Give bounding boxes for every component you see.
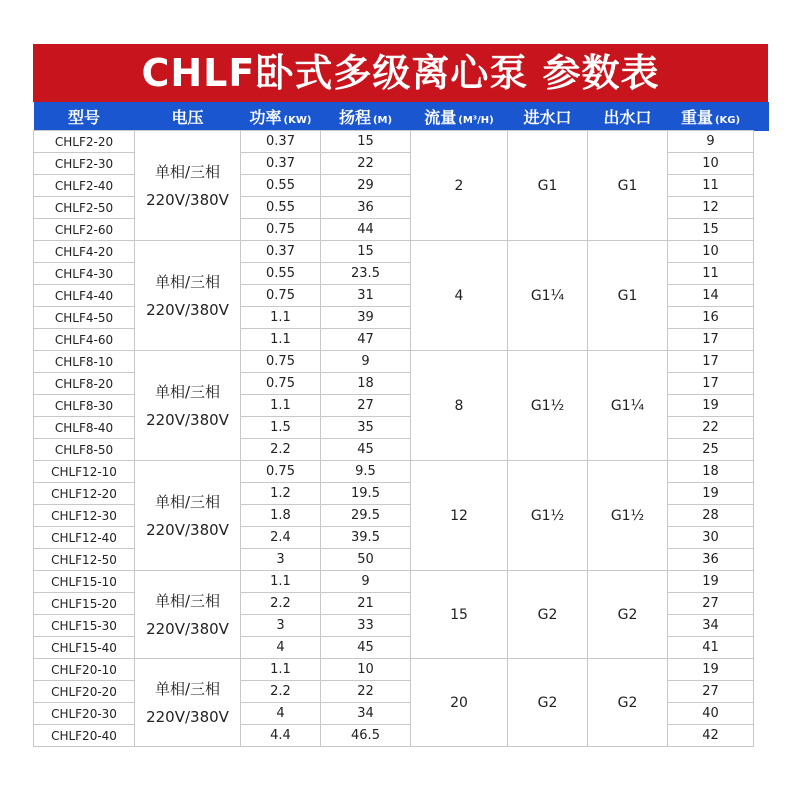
power-cell: 1.1 — [241, 571, 321, 593]
head-cell: 9.5 — [321, 461, 411, 483]
weight-cell: 22 — [668, 417, 754, 439]
power-cell: 1.1 — [241, 659, 321, 681]
power-cell: 4 — [241, 703, 321, 725]
weight-cell: 18 — [668, 461, 754, 483]
head-cell: 31 — [321, 285, 411, 307]
row-spacer — [754, 681, 769, 703]
row-spacer — [754, 461, 769, 483]
header-row — [34, 102, 769, 131]
weight-cell: 9 — [668, 131, 754, 153]
power-cell: 4 — [241, 637, 321, 659]
weight-cell: 19 — [668, 571, 754, 593]
table-row — [34, 241, 769, 263]
inlet-cell: G2 — [508, 659, 588, 747]
row-spacer — [754, 285, 769, 307]
flow-cell: 20 — [411, 659, 508, 747]
voltage-value-label: 220V/380V — [146, 190, 229, 209]
outlet-cell: G1¼ — [588, 351, 668, 461]
weight-cell: 11 — [668, 175, 754, 197]
row-spacer — [754, 439, 769, 461]
head-cell: 27 — [321, 395, 411, 417]
weight-cell: 34 — [668, 615, 754, 637]
row-spacer — [754, 637, 769, 659]
power-cell: 0.55 — [241, 175, 321, 197]
head-cell: 29.5 — [321, 505, 411, 527]
model-cell: CHLF8-10 — [34, 351, 135, 373]
flow-cell: 15 — [411, 571, 508, 659]
header-weight: 重量 (KG) — [668, 102, 754, 131]
table-row — [34, 461, 769, 483]
voltage-cell — [135, 241, 241, 351]
weight-cell: 17 — [668, 351, 754, 373]
inlet-cell: G1 — [508, 131, 588, 241]
row-spacer — [754, 483, 769, 505]
header-outlet: 出水口 — [588, 102, 668, 131]
model-cell: CHLF12-10 — [34, 461, 135, 483]
weight-cell: 11 — [668, 263, 754, 285]
model-cell: CHLF4-40 — [34, 285, 135, 307]
power-cell: 0.75 — [241, 219, 321, 241]
model-cell: CHLF8-30 — [34, 395, 135, 417]
table-row — [34, 659, 769, 681]
head-cell: 39.5 — [321, 527, 411, 549]
weight-cell: 10 — [668, 153, 754, 175]
model-cell: CHLF12-40 — [34, 527, 135, 549]
power-cell: 3 — [241, 615, 321, 637]
power-cell: 0.55 — [241, 263, 321, 285]
weight-cell: 19 — [668, 395, 754, 417]
row-spacer — [754, 395, 769, 417]
voltage-cell — [135, 351, 241, 461]
row-spacer — [754, 659, 769, 681]
row-spacer — [754, 703, 769, 725]
head-cell: 36 — [321, 197, 411, 219]
power-cell: 0.75 — [241, 461, 321, 483]
weight-cell: 12 — [668, 197, 754, 219]
model-cell: CHLF20-20 — [34, 681, 135, 703]
power-cell: 0.37 — [241, 153, 321, 175]
model-cell: CHLF8-50 — [34, 439, 135, 461]
flow-cell: 12 — [411, 461, 508, 571]
model-cell: CHLF8-40 — [34, 417, 135, 439]
voltage-phase-label: 单相/三相 — [154, 492, 221, 511]
header-flow: 流量 (M³/H) — [411, 102, 508, 131]
power-cell: 0.37 — [241, 241, 321, 263]
power-cell: 2.2 — [241, 439, 321, 461]
weight-cell: 36 — [668, 549, 754, 571]
head-cell: 47 — [321, 329, 411, 351]
weight-cell: 41 — [668, 637, 754, 659]
outlet-cell: G1 — [588, 131, 668, 241]
model-cell: CHLF2-40 — [34, 175, 135, 197]
row-spacer — [754, 549, 769, 571]
power-cell: 0.55 — [241, 197, 321, 219]
table-body — [34, 131, 769, 747]
header-model: 型号 — [34, 102, 135, 131]
flow-cell: 8 — [411, 351, 508, 461]
model-cell: CHLF12-30 — [34, 505, 135, 527]
weight-cell: 25 — [668, 439, 754, 461]
weight-cell: 28 — [668, 505, 754, 527]
model-cell: CHLF12-20 — [34, 483, 135, 505]
inlet-cell: G2 — [508, 571, 588, 659]
head-cell: 45 — [321, 637, 411, 659]
model-cell: CHLF12-50 — [34, 549, 135, 571]
voltage-cell — [135, 131, 241, 241]
model-cell: CHLF4-20 — [34, 241, 135, 263]
outlet-cell: G1 — [588, 241, 668, 351]
voltage-cell — [135, 571, 241, 659]
voltage-phase-label: 单相/三相 — [154, 162, 221, 181]
head-cell: 33 — [321, 615, 411, 637]
voltage-value-label: 220V/380V — [146, 300, 229, 319]
header-inlet: 进水口 — [508, 102, 588, 131]
weight-cell: 10 — [668, 241, 754, 263]
power-cell: 1.1 — [241, 307, 321, 329]
row-spacer — [754, 175, 769, 197]
voltage-phase-label: 单相/三相 — [154, 272, 221, 291]
power-cell: 2.2 — [241, 593, 321, 615]
inlet-cell: G1½ — [508, 351, 588, 461]
row-spacer — [754, 131, 769, 153]
head-cell: 21 — [321, 593, 411, 615]
weight-cell: 40 — [668, 703, 754, 725]
row-spacer — [754, 615, 769, 637]
flow-cell: 2 — [411, 131, 508, 241]
power-cell: 0.75 — [241, 351, 321, 373]
model-cell: CHLF4-30 — [34, 263, 135, 285]
row-spacer — [754, 417, 769, 439]
row-spacer — [754, 527, 769, 549]
model-cell: CHLF2-60 — [34, 219, 135, 241]
flow-cell: 4 — [411, 241, 508, 351]
model-cell: CHLF15-20 — [34, 593, 135, 615]
header-spacer — [754, 102, 769, 131]
power-cell: 2.2 — [241, 681, 321, 703]
pump-spec-table — [33, 102, 769, 747]
power-cell: 2.4 — [241, 527, 321, 549]
table-row — [34, 351, 769, 373]
inlet-cell: G1½ — [508, 461, 588, 571]
head-cell: 45 — [321, 439, 411, 461]
model-cell: CHLF2-20 — [34, 131, 135, 153]
head-cell: 23.5 — [321, 263, 411, 285]
weight-cell: 14 — [668, 285, 754, 307]
voltage-cell — [135, 659, 241, 747]
model-cell: CHLF4-50 — [34, 307, 135, 329]
model-cell: CHLF15-40 — [34, 637, 135, 659]
power-cell: 0.37 — [241, 131, 321, 153]
header-power: 功率 (KW) — [241, 102, 321, 131]
header-voltage: 电压 — [135, 102, 241, 131]
weight-cell: 15 — [668, 219, 754, 241]
voltage-value-label: 220V/380V — [146, 410, 229, 429]
head-cell: 34 — [321, 703, 411, 725]
head-cell: 9 — [321, 571, 411, 593]
head-cell: 10 — [321, 659, 411, 681]
table-row — [34, 131, 769, 153]
head-cell: 19.5 — [321, 483, 411, 505]
row-spacer — [754, 329, 769, 351]
outlet-cell: G1½ — [588, 461, 668, 571]
model-cell: CHLF8-20 — [34, 373, 135, 395]
row-spacer — [754, 153, 769, 175]
power-cell: 1.8 — [241, 505, 321, 527]
head-cell: 39 — [321, 307, 411, 329]
model-cell: CHLF2-50 — [34, 197, 135, 219]
header-head: 扬程 (M) — [321, 102, 411, 131]
power-cell: 3 — [241, 549, 321, 571]
model-cell: CHLF2-30 — [34, 153, 135, 175]
table-title: CHLF卧式多级离心泵 参数表 — [33, 44, 768, 102]
voltage-value-label: 220V/380V — [146, 520, 229, 539]
row-spacer — [754, 351, 769, 373]
weight-cell: 42 — [668, 725, 754, 747]
voltage-phase-label: 单相/三相 — [154, 679, 221, 698]
head-cell: 22 — [321, 153, 411, 175]
row-spacer — [754, 241, 769, 263]
row-spacer — [754, 571, 769, 593]
model-cell: CHLF15-30 — [34, 615, 135, 637]
row-spacer — [754, 219, 769, 241]
voltage-phase-label: 单相/三相 — [154, 591, 221, 610]
row-spacer — [754, 197, 769, 219]
head-cell: 46.5 — [321, 725, 411, 747]
row-spacer — [754, 725, 769, 747]
voltage-value-label: 220V/380V — [146, 619, 229, 638]
head-cell: 9 — [321, 351, 411, 373]
weight-cell: 17 — [668, 329, 754, 351]
power-cell: 1.1 — [241, 329, 321, 351]
model-cell: CHLF15-10 — [34, 571, 135, 593]
voltage-cell — [135, 461, 241, 571]
power-cell: 1.5 — [241, 417, 321, 439]
power-cell: 4.4 — [241, 725, 321, 747]
power-cell: 1.2 — [241, 483, 321, 505]
weight-cell: 17 — [668, 373, 754, 395]
head-cell: 15 — [321, 241, 411, 263]
row-spacer — [754, 373, 769, 395]
head-cell: 18 — [321, 373, 411, 395]
outlet-cell: G2 — [588, 659, 668, 747]
head-cell: 35 — [321, 417, 411, 439]
power-cell: 0.75 — [241, 373, 321, 395]
model-cell: CHLF4-60 — [34, 329, 135, 351]
weight-cell: 27 — [668, 593, 754, 615]
model-cell: CHLF20-40 — [34, 725, 135, 747]
voltage-value-label: 220V/380V — [146, 707, 229, 726]
model-cell: CHLF20-10 — [34, 659, 135, 681]
head-cell: 50 — [321, 549, 411, 571]
outlet-cell: G2 — [588, 571, 668, 659]
head-cell: 44 — [321, 219, 411, 241]
row-spacer — [754, 307, 769, 329]
row-spacer — [754, 505, 769, 527]
power-cell: 0.75 — [241, 285, 321, 307]
row-spacer — [754, 263, 769, 285]
model-cell: CHLF20-30 — [34, 703, 135, 725]
weight-cell: 19 — [668, 483, 754, 505]
voltage-phase-label: 单相/三相 — [154, 382, 221, 401]
head-cell: 22 — [321, 681, 411, 703]
inlet-cell: G1¼ — [508, 241, 588, 351]
power-cell: 1.1 — [241, 395, 321, 417]
weight-cell: 27 — [668, 681, 754, 703]
weight-cell: 19 — [668, 659, 754, 681]
weight-cell: 16 — [668, 307, 754, 329]
head-cell: 29 — [321, 175, 411, 197]
weight-cell: 30 — [668, 527, 754, 549]
row-spacer — [754, 593, 769, 615]
table-row — [34, 571, 769, 593]
head-cell: 15 — [321, 131, 411, 153]
